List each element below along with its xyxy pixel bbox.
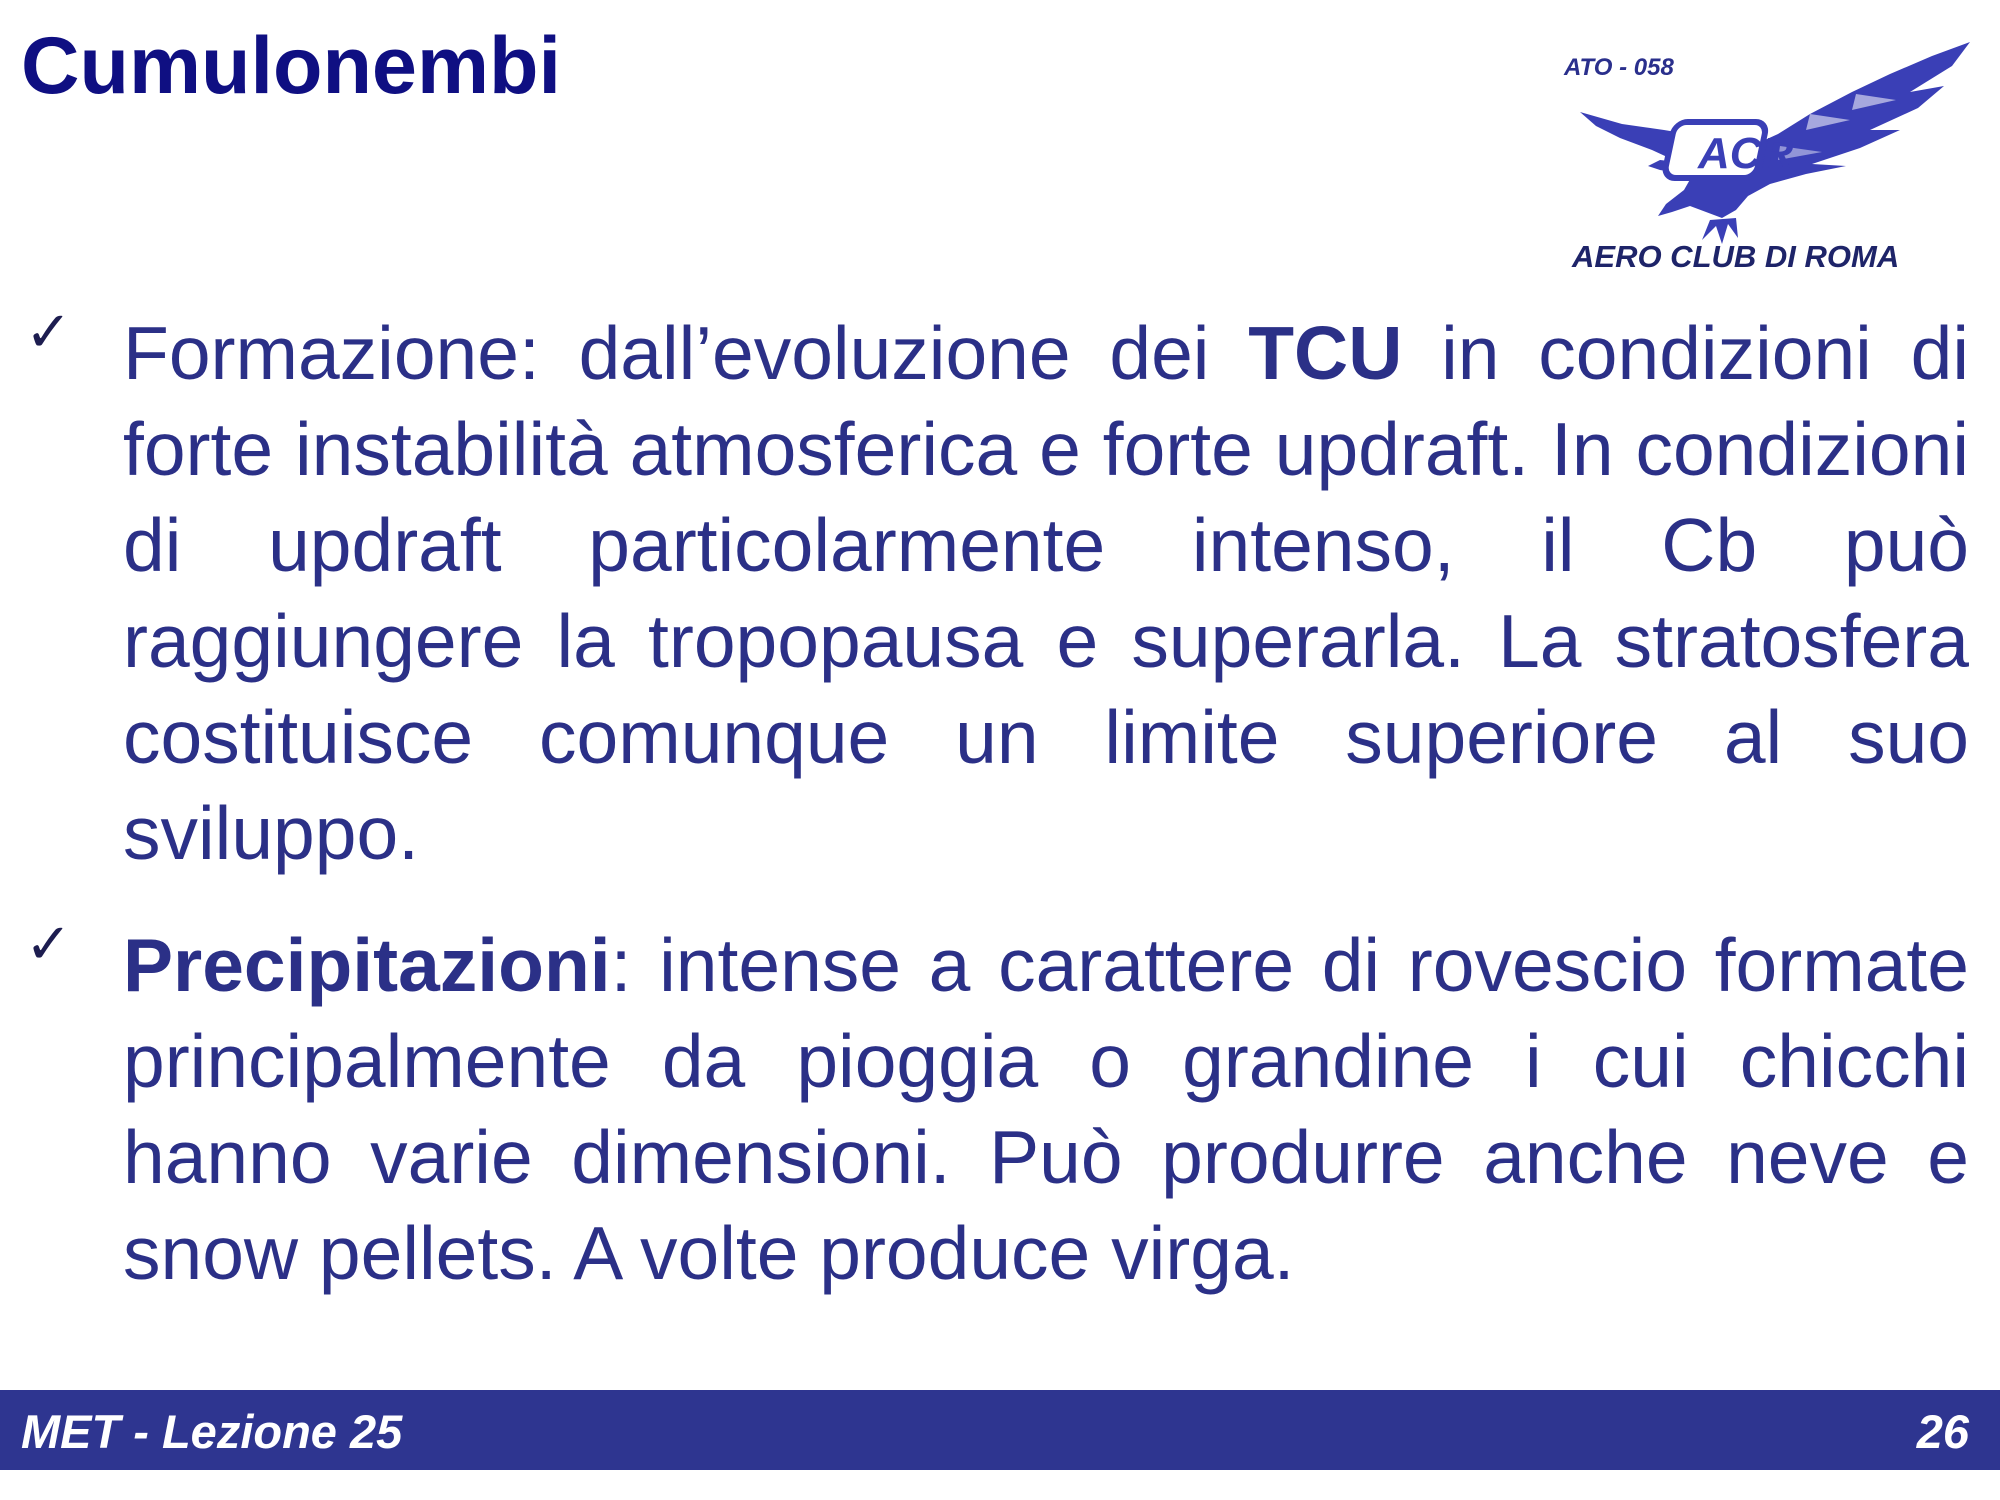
bullet-precipitazioni <box>25 912 1969 1301</box>
monogram-emblem <box>1663 122 1793 178</box>
bullet-formazione-text-rest: in condizioni di forte instabilità atmosferica e forte updraft. In condizioni di updraft particolarmente intenso, il Cb può raggiungere la tropopausa e superarla. La stratosfera costituisce comunque un limite superiore al suo sviluppo. <box>123 311 1969 875</box>
footer-bar <box>0 1390 2000 1470</box>
bullet-precipitazioni-heading: Precipitazioni <box>123 923 611 1007</box>
page-number: 26 <box>1916 1405 1969 1458</box>
bullet-formazione <box>25 300 1969 881</box>
bullet-formazione-tcu: TCU <box>1248 311 1403 395</box>
aero-club-logo <box>1560 34 1976 280</box>
footer-lesson-label: MET - Lezione 25 <box>21 1405 403 1458</box>
bullet-formazione-text: Formazione: dall’evoluzione dei <box>123 311 1249 395</box>
logo-name-text: AERO CLUB DI ROMA <box>1572 239 1900 274</box>
slide-title: Cumulonembi <box>21 21 561 111</box>
logo-monogram: ACR <box>1698 129 1794 178</box>
checkmark-icon: ✓ <box>25 912 72 977</box>
bullet-precipitazioni-text: : intense a carattere di rovescio formate principalmente da pioggia o grandine i cui chicchi hanno varie dimensioni. Può produrre anche neve e snow pellets. A volte produce virga. <box>123 923 1969 1295</box>
logo-code-text: ATO - 058 <box>1564 54 1674 81</box>
checkmark-icon: ✓ <box>25 300 72 365</box>
bullet-list <box>0 300 2000 1301</box>
